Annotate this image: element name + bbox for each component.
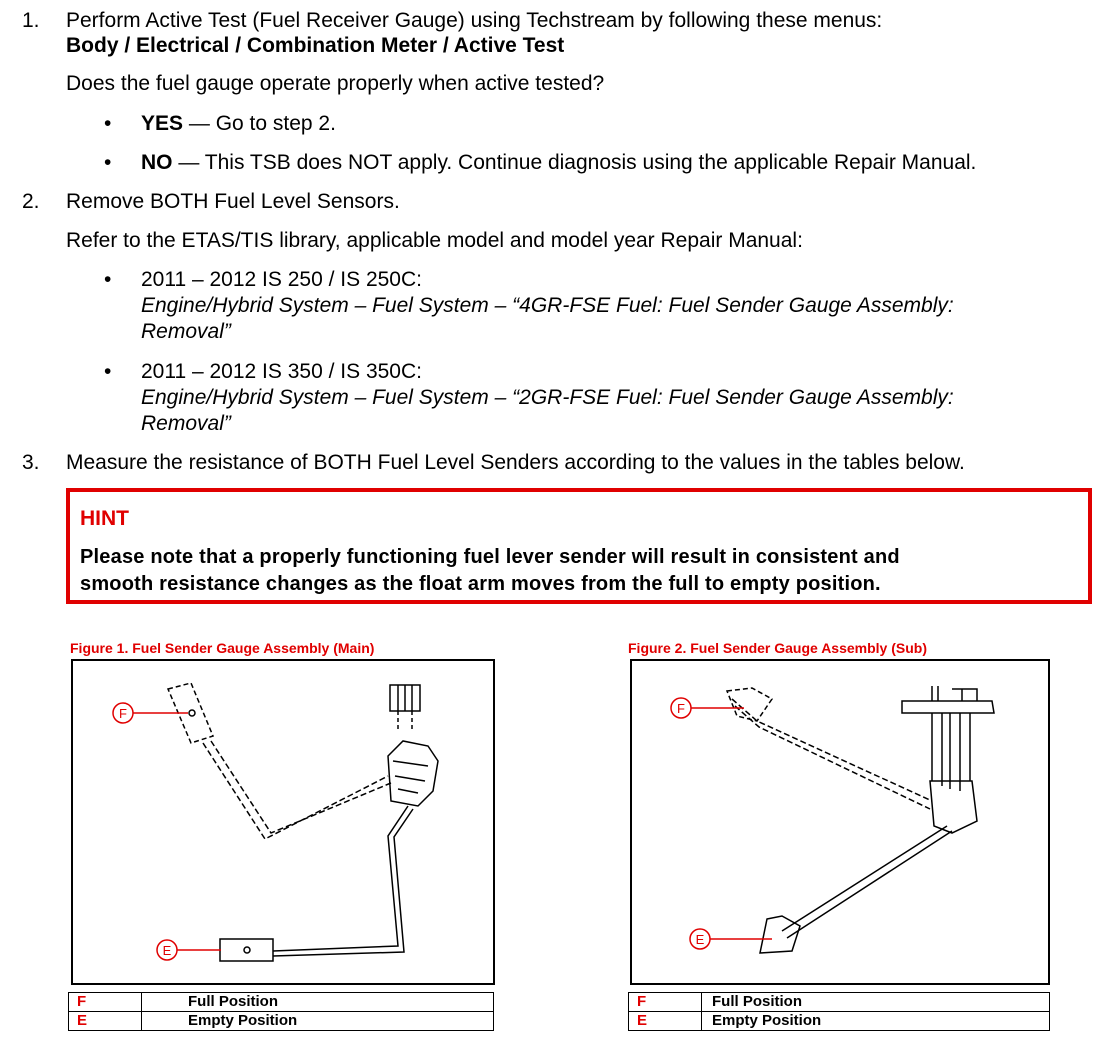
step-3-number: 3.	[22, 451, 40, 474]
option-no-text: — This TSB does NOT apply. Continue diagnosis using the applicable Repair Manual.	[172, 151, 977, 174]
figure-2-title: Figure 2. Fuel Sender Gauge Assembly (Sub)	[628, 640, 927, 656]
step-2-text: Remove BOTH Fuel Level Sensors.	[66, 190, 400, 213]
sender-flange	[902, 701, 994, 713]
bullet: •	[104, 360, 112, 383]
callout-full-label: F	[119, 706, 127, 721]
step-3-text: Measure the resistance of BOTH Fuel Level Senders according to the values in the tables below.	[66, 451, 965, 474]
float-full-position	[727, 688, 772, 721]
step-2-refer: Refer to the ETAS/TIS library, applicable model and model year Repair Manual:	[66, 229, 803, 252]
option-yes-text: — Go to step 2.	[183, 112, 336, 135]
float-pivot	[189, 710, 195, 716]
manual-item-model: 2011 – 2012 IS 350 / IS 350C:	[141, 360, 422, 383]
step-1-text: Perform Active Test (Fuel Receiver Gauge) using Techstream by following these menus:	[66, 9, 883, 32]
float-arm-empty	[273, 806, 408, 951]
step-1-number: 1.	[22, 9, 40, 32]
legend-value: Full Position	[702, 993, 1050, 1012]
callout-full-label: F	[677, 701, 685, 716]
bullet: •	[104, 268, 112, 291]
manual-item-path: Engine/Hybrid System – Fuel System – “4GR-FSE Fuel: Fuel Sender Gauge Assembly:	[141, 294, 954, 317]
figure-2-drawing	[632, 661, 1048, 983]
legend-row	[69, 1012, 494, 1031]
step-1-question: Does the fuel gauge operate properly when active tested?	[66, 72, 605, 95]
bullet: •	[104, 151, 112, 174]
step-2-number: 2.	[22, 190, 40, 213]
legend-key: E	[69, 1012, 142, 1031]
step-1-menu-path: Body / Electrical / Combination Meter / Active Test	[66, 34, 565, 57]
manual-item-path-cont: Removal”	[141, 320, 231, 343]
figure-1-title: Figure 1. Fuel Sender Gauge Assembly (Main)	[70, 640, 375, 656]
float-arm-full	[203, 743, 388, 839]
legend-value: Empty Position	[702, 1012, 1050, 1031]
hint-box	[66, 488, 1092, 604]
float-arm-empty	[782, 826, 947, 931]
manual-item-path-cont: Removal”	[141, 412, 231, 435]
sender-body	[930, 781, 977, 833]
manual-item-model: 2011 – 2012 IS 250 / IS 250C:	[141, 268, 422, 291]
option-yes	[141, 111, 336, 137]
figure-2-legend	[628, 992, 1050, 1031]
legend-key: F	[69, 993, 142, 1012]
bullet: •	[104, 112, 112, 135]
figure-1-diagram	[71, 659, 495, 985]
figure-2-diagram	[630, 659, 1050, 985]
option-no-label: NO	[141, 151, 173, 174]
figure-1-drawing	[73, 661, 493, 983]
legend-key: F	[629, 993, 702, 1012]
figure-1-legend	[68, 992, 494, 1031]
legend-row	[69, 993, 494, 1012]
hint-text-line1: Please note that a properly functioning fuel lever sender will result in consistent and	[80, 546, 900, 568]
manual-item-path: Engine/Hybrid System – Fuel System – “2GR-FSE Fuel: Fuel Sender Gauge Assembly:	[141, 386, 954, 409]
legend-row	[629, 1012, 1050, 1031]
sender-body	[388, 741, 438, 806]
legend-row	[629, 993, 1050, 1012]
option-no	[141, 150, 976, 176]
legend-value: Empty Position	[142, 1012, 494, 1031]
callout-empty-label: E	[695, 932, 705, 947]
float-empty-position	[760, 916, 800, 953]
option-yes-label: YES	[141, 112, 184, 135]
hint-text-line2: smooth resistance changes as the float arm moves from the full to empty position.	[80, 573, 881, 595]
legend-value: Full Position	[142, 993, 494, 1012]
callout-empty-label: E	[162, 943, 172, 958]
legend-key: E	[629, 1012, 702, 1031]
hint-title: HINT	[80, 507, 129, 530]
float-empty-position	[220, 939, 273, 961]
